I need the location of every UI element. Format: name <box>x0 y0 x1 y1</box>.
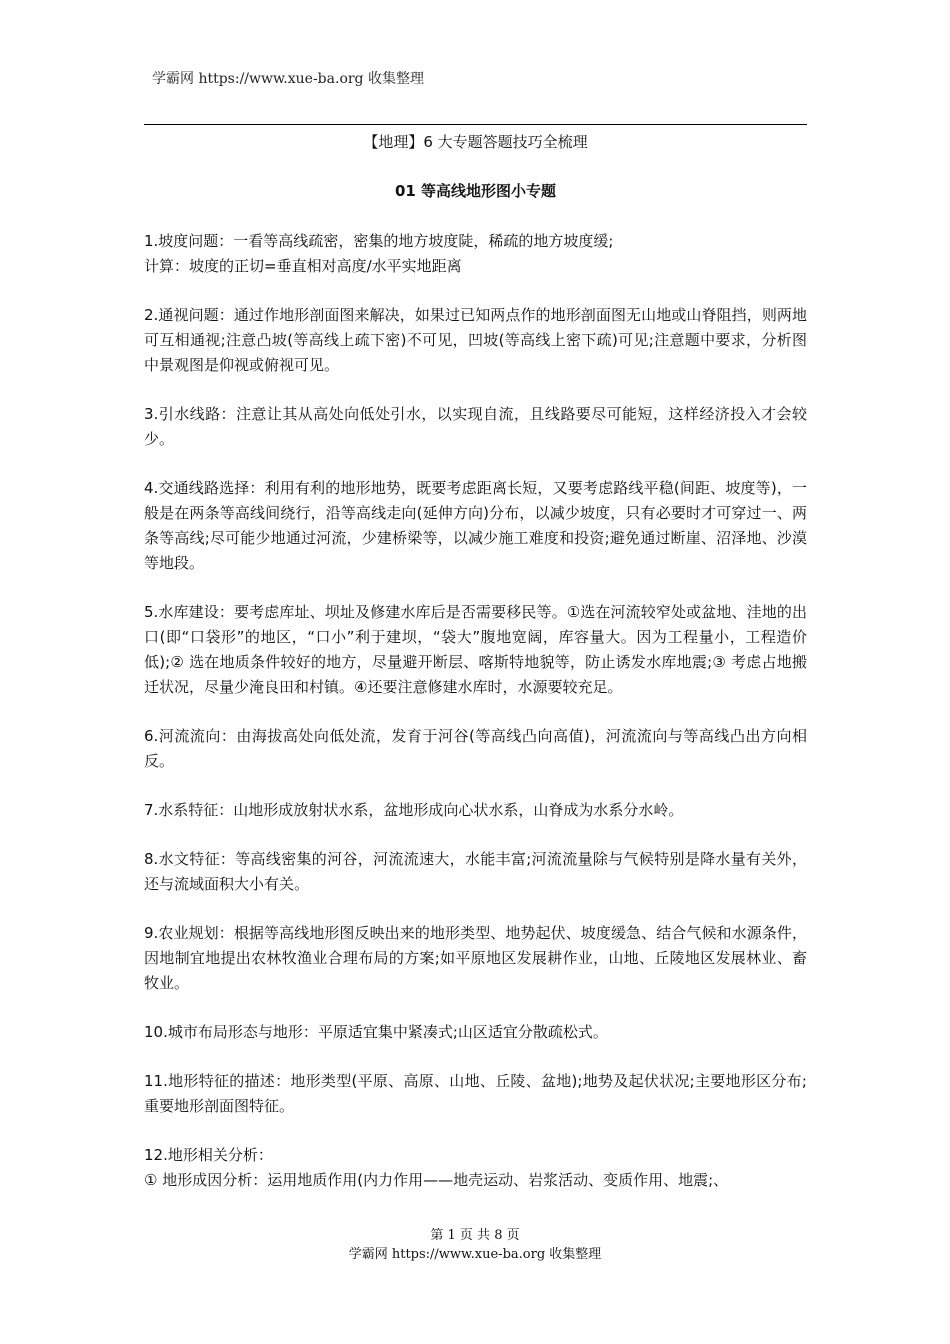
paragraph-hydrology: 8.水文特征：等高线密集的河谷，河流流速大，水能丰富;河流流量除与气候特别是降水量有关外，还与流域面积大小有关。 <box>144 850 807 893</box>
paragraph-terrain-description: 11.地形特征的描述：地形类型(平原、高原、山地、丘陵、盆地);地势及起伏状况;主要地形区分布;重要地形剖面图特征。 <box>144 1072 807 1115</box>
footer-source: 学霸网 https://www.xue-ba.org 收集整理 <box>348 1247 602 1262</box>
paragraph-reservoir: 5.水库建设：要考虑库址、坝址及修建水库后是否需要移民等。①选在河流较窄处或盆地、洼地的出口(即“口袋形”的地区，“口小”利于建坝，“袋大”腹地宽阔，库容量大。因为工程量小，工程造价低);② 选在地质条件较好的地方，尽量避开断层、喀斯特地貌等，防止诱发水库地震;③ 考虑占地搬迁状况，尽量少淹良田和村镇。④还要注意修建水库时，水源要较充足。 <box>144 603 807 696</box>
paragraph-drainage-system: 7.水系特征：山地形成放射状水系，盆地形成向心状水系，山脊成为水系分水岭。 <box>144 801 684 819</box>
paragraph-visibility: 2.通视问题：通过作地形剖面图来解决，如果过已知两点作的地形剖面图无山地或山脊阻挡，则两地可互相通视;注意凸坡(等高线上疏下密)不可见，凹坡(等高线上密下疏)可见;注意题中要求，分析图中景观图是仰视或俯视可见。 <box>144 306 807 374</box>
paragraph-agriculture: 9.农业规划：根据等高线地形图反映出来的地形类型、地势起伏、坡度缓急、结合气候和水源条件，因地制宜地提出农林牧渔业合理布局的方案;如平原地区发展耕作业，山地、丘陵地区发展林业、畜牧业。 <box>144 924 807 992</box>
paragraph-water-route: 3.引水线路：注意让其从高处向低处引水，以实现自流，且线路要尽可能短，这样经济投入才会较少。 <box>144 405 807 448</box>
paragraph-terrain-cause: ① 地形成因分析：运用地质作用(内力作用——地壳运动、岩浆活动、变质作用、地震;、 <box>144 1171 729 1189</box>
paragraph-river-direction: 6.河流流向：由海拔高处向低处流，发育于河谷(等高线凸向高值)，河流流向与等高线凸出方向相反。 <box>144 727 807 770</box>
paragraph-city-layout: 10.城市布局形态与地形：平原适宜集中紧凑式;山区适宜分散疏松式。 <box>144 1023 608 1041</box>
header-divider <box>144 124 807 125</box>
paragraph-slope: 1.坡度问题：一看等高线疏密，密集的地方坡度陡，稀疏的地方坡度缓; <box>144 232 614 250</box>
paragraph-slope-formula: 计算：坡度的正切=垂直相对高度/水平实地距离 <box>144 257 462 275</box>
page-header-source: 学霸网 https://www.xue-ba.org 收集整理 <box>152 71 424 87</box>
document-body <box>144 229 807 1193</box>
page-number: 第 1 页 共 8 页 <box>430 1228 520 1243</box>
section-title: 01 等高线地形图小专题 <box>394 182 557 200</box>
paragraph-transport-route: 4.交通线路选择：利用有利的地形地势，既要考虑距离长短，又要考虑路线平稳(间距、坡度等)，一般是在两条等高线间绕行，沿等高线走向(延伸方向)分布，以减少坡度，只有必要时才可穿过一、两条等高线;尽可能少地通过河流，少建桥梁等，以减少施工难度和投资;避免通过断崖、沼泽地、沙漠等地段。 <box>144 479 807 572</box>
paragraph-terrain-analysis: 12.地形相关分析： <box>144 1146 273 1164</box>
document-title: 【地理】6 大专题答题技巧全梳理 <box>363 133 588 151</box>
